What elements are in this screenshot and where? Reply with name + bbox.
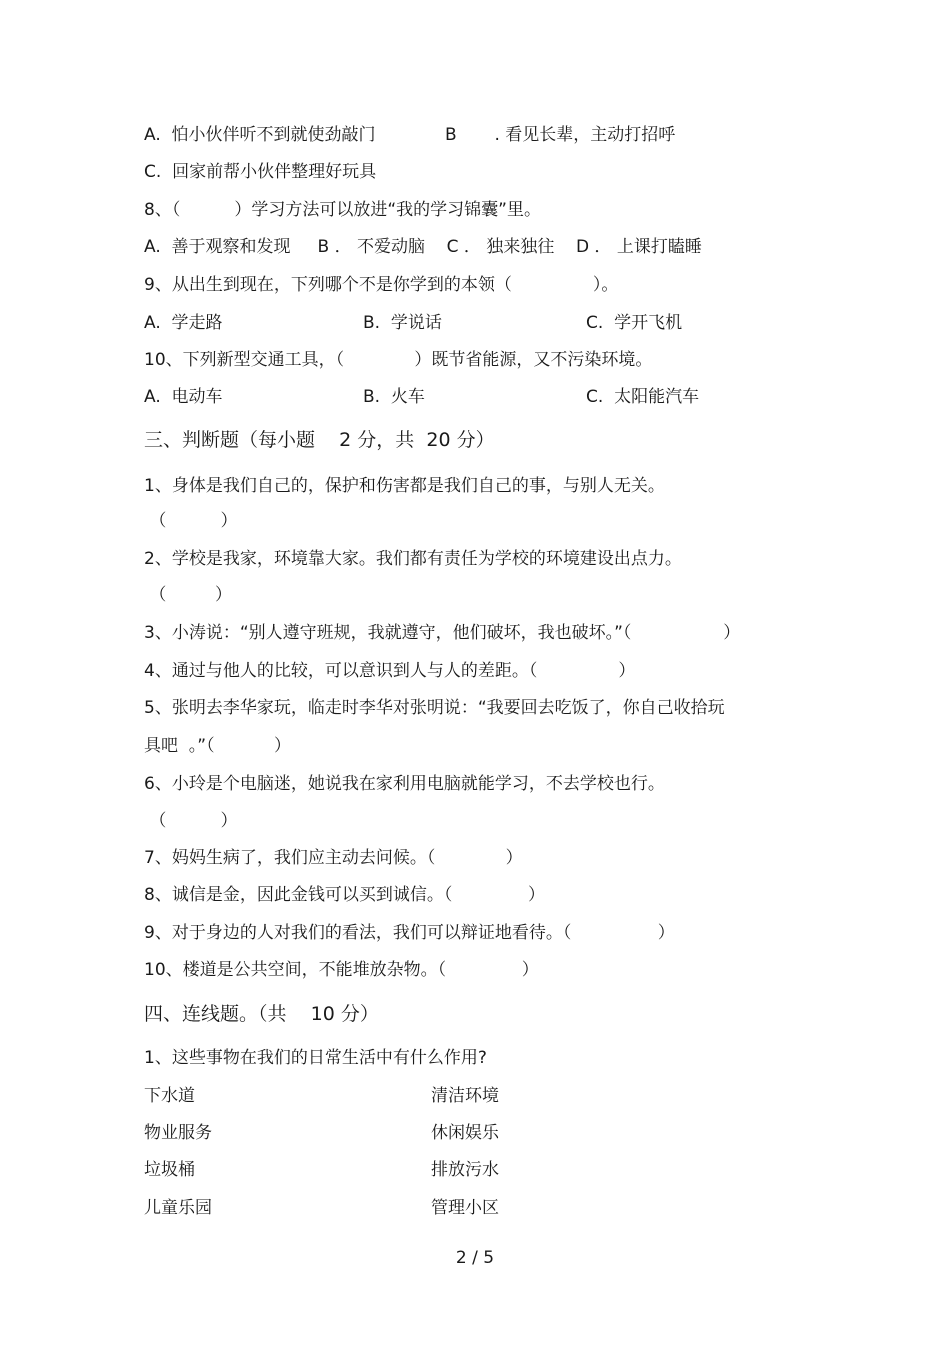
section3-line: 3、小涛说：“别人遵守班规，我就遵守，他们破坏，我也破坏。”（ ） [144,623,741,643]
match-right-item: 休闲娱乐 [431,1123,499,1143]
q7-option-a: A. 怕小伙伴听不到就使劲敲门 [144,125,376,145]
match-right-item: 管理小区 [431,1198,499,1218]
match-left-item: 下水道 [144,1086,195,1106]
q7-option-b: B . 看见长辈，主动打招呼 [445,125,676,145]
section3-line: 7、妈妈生病了，我们应主动去问候。（ ） [144,848,523,868]
q7-option-c: C. 回家前帮小伙伴整理好玩具 [144,162,377,182]
section3-line: 8、诚信是金，因此金钱可以买到诚信。（ ） [144,885,545,905]
q9-stem: 9、从出生到现在，下列哪个不是你学到的本领（ ）。 [144,275,619,295]
section3-line: 6、小玲是个电脑迷，她说我在家利用电脑就能学习，不去学校也行。 [144,774,665,794]
match-left-item: 儿童乐园 [144,1198,212,1218]
section3-line: （ ） [144,811,238,831]
section4-heading: 四、连线题。（共 10 分） [144,1003,379,1025]
section4-q1: 1、这些事物在我们的日常生活中有什么作用? [144,1048,487,1068]
match-right-item: 排放污水 [431,1160,499,1180]
section3-line: （ ） [144,585,233,605]
q10-option-a: A. 电动车 [144,387,223,407]
section3-line: 4、通过与他人的比较，可以意识到人与人的差距。（ ） [144,661,636,681]
section3-line: 9、对于身边的人对我们的看法，我们可以辩证地看待。（ ） [144,923,675,943]
section3-line: 10、楼道是公共空间，不能堆放杂物。（ ） [144,960,539,980]
section3-heading: 三、判断题（每小题 2 分，共 20 分） [144,429,495,451]
q9-option-a: A. 学走路 [144,313,223,333]
q8-stem: 8、（ ）学习方法可以放进“我的学习锦囊”里。 [144,200,541,220]
q9-option-c: C. 学开飞机 [586,313,683,333]
section3-line: 1、身体是我们自己的，保护和伤害都是我们自己的事，与别人无关。 [144,476,665,496]
section3-line: 2、学校是我家，环境靠大家。我们都有责任为学校的环境建设出点力。 [144,549,682,569]
q9-option-b: B. 学说话 [363,313,442,333]
q10-option-c: C. 太阳能汽车 [586,387,700,407]
match-left-item: 物业服务 [144,1123,212,1143]
q10-option-b: B. 火车 [363,387,425,407]
page-number: 2 / 5 [455,1248,495,1268]
section3-line: 5、张明去李华家玩，临走时李华对张明说：“我要回去吃饭了，你自己收拾玩 [144,698,725,718]
match-right-item: 清洁环境 [431,1086,499,1106]
section3-line: （ ） [144,511,238,531]
match-left-item: 垃圾桶 [144,1160,195,1180]
section3-line: 具吧 。”（ ） [144,736,292,756]
q10-stem: 10、下列新型交通工具，（ ）既节省能源，又不污染环境。 [144,350,653,370]
q8-options: A. 善于观察和发现 B ． 不爱动脑 C ． 独来独往 D ． 上课打瞌睡 [144,237,702,257]
